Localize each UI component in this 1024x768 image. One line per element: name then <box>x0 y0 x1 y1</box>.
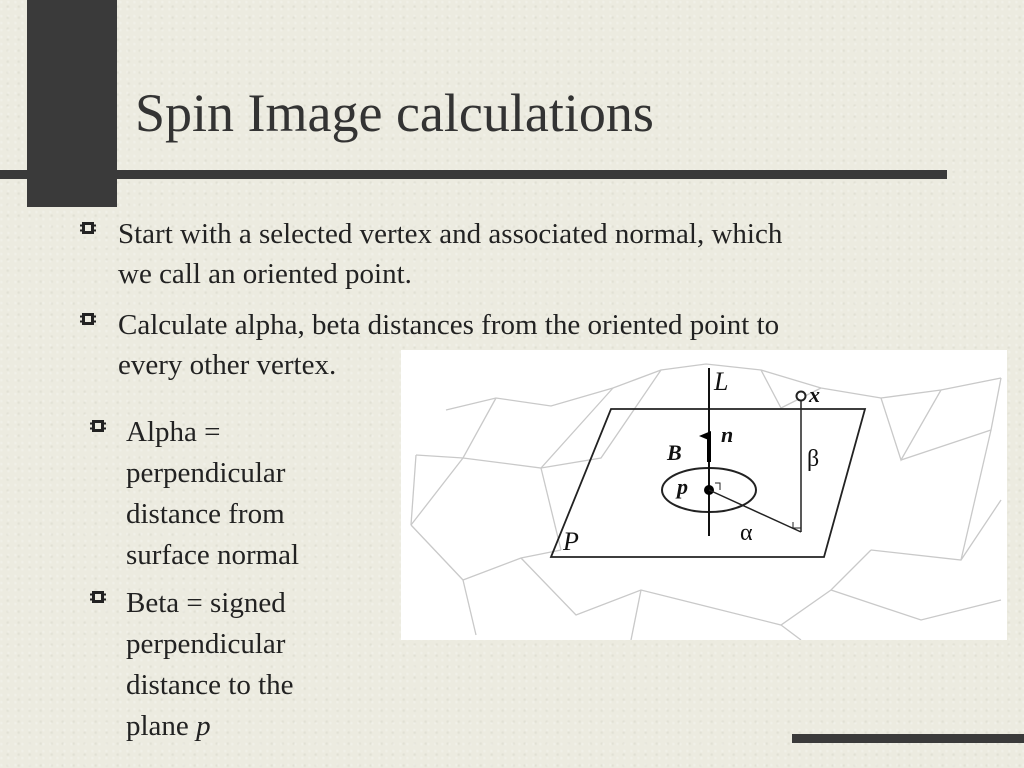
diagram-svg <box>401 350 1007 640</box>
bullet-text-line: Start with a selected vertex and associated normal, which <box>118 218 783 250</box>
label-x: x <box>809 382 820 407</box>
label-alpha: α <box>740 520 753 546</box>
surface-mesh <box>411 364 1001 640</box>
bullet-text-line: surface normal <box>126 539 300 571</box>
label-b: B <box>667 440 682 465</box>
point-x-marker <box>797 392 806 401</box>
bullet-oriented-point <box>80 214 920 294</box>
bullet-text-line: perpendicular <box>126 628 286 660</box>
slide-title: Spin Image calculations <box>135 83 654 143</box>
right-angle-mark-p <box>715 483 720 490</box>
bullet-text-line: perpendicular <box>126 457 286 489</box>
bullet-text-line: distance to the <box>126 669 294 701</box>
bullet-icon <box>80 311 96 327</box>
bottom-divider <box>792 734 1024 743</box>
bullet-text-line: we call an oriented point. <box>118 258 412 290</box>
label-p: p <box>677 474 688 499</box>
bullet-text-line: distance from <box>126 498 285 530</box>
title-divider <box>0 170 947 179</box>
bullet-icon <box>90 418 106 434</box>
bullet-text-line-last <box>126 706 294 747</box>
plane-prefix: plane <box>126 710 197 742</box>
bullet-beta-definition <box>90 583 390 747</box>
bullet-icon <box>80 220 96 236</box>
right-angle-mark-x <box>793 522 801 528</box>
bullet-text-line: Calculate alpha, beta distances from the oriented point to <box>118 309 780 341</box>
bullet-alpha-definition <box>90 412 390 576</box>
label-beta: β <box>807 446 820 472</box>
label-n: n <box>721 422 734 447</box>
bullet-icon <box>90 589 106 605</box>
bullet-text-line: Alpha = <box>126 416 221 448</box>
plane-symbol: p <box>196 710 211 742</box>
label-plane-p: P <box>563 527 579 556</box>
bullet-text-line: Beta = signed <box>126 587 286 619</box>
spin-image-diagram <box>401 350 1007 640</box>
label-l: L <box>714 367 729 396</box>
bullet-text-line: every other vertex. <box>118 349 337 381</box>
